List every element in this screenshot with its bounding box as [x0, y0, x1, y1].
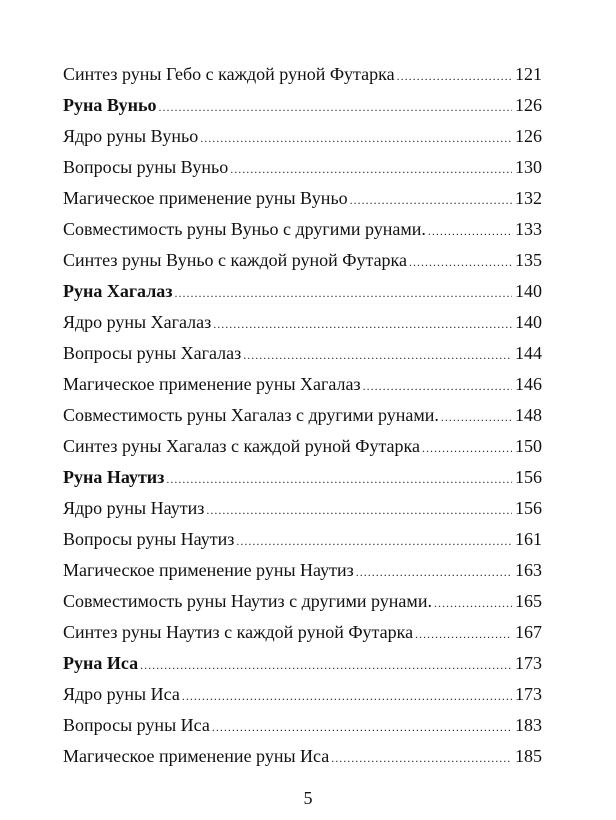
toc-entry-title: Синтез руны Вуньо с каждой руной Футарка	[63, 250, 408, 270]
toc-entry-page: 121	[515, 64, 542, 84]
toc-dot-leader	[434, 588, 512, 619]
toc-entry-title: Руна Вуньо	[63, 95, 157, 115]
toc-dot-leader	[236, 526, 512, 557]
toc-entry[interactable]	[63, 431, 542, 462]
toc-entry[interactable]	[63, 121, 542, 152]
toc-entry-page: 126	[515, 126, 542, 146]
toc-entry-page: 132	[515, 188, 542, 208]
toc-entry-page: 130	[515, 157, 542, 177]
toc-entry[interactable]	[63, 400, 542, 431]
toc-entry-page: 165	[515, 591, 542, 611]
toc-dot-leader	[213, 309, 512, 340]
toc-entry-page: 161	[515, 529, 542, 549]
toc-dot-leader	[175, 278, 512, 309]
toc-dot-leader	[415, 619, 512, 650]
toc-entry-title: Вопросы руны Вуньо	[63, 157, 229, 177]
toc-entry[interactable]	[63, 338, 542, 369]
toc-entry-title: Руна Наутиз	[63, 467, 165, 487]
toc-entry-title: Синтез руны Гебо с каждой руной Футарка	[63, 64, 395, 84]
toc-entry-page: 126	[515, 95, 542, 115]
toc-dot-leader	[243, 340, 512, 371]
toc-entry[interactable]	[63, 183, 542, 214]
toc-entry[interactable]	[63, 555, 542, 586]
toc-entry-title: Руна Хагалаз	[63, 281, 173, 301]
toc-chapter-entry[interactable]	[63, 462, 542, 493]
toc-entry-title: Совместимость руны Наутиз с другими рунами.	[63, 591, 432, 611]
toc-entry[interactable]	[63, 369, 542, 400]
toc-dot-leader	[212, 712, 512, 743]
toc-dot-leader	[356, 557, 512, 588]
toc-entry[interactable]	[63, 524, 542, 555]
toc-entry-page: 135	[515, 250, 542, 270]
toc-dot-leader	[206, 495, 512, 526]
toc-entry-page: 133	[515, 219, 542, 239]
toc-dot-leader	[159, 92, 512, 123]
toc-entry[interactable]	[63, 710, 542, 741]
toc-entry-title: Ядро руны Наутиз	[63, 498, 205, 518]
toc-entry[interactable]	[63, 679, 542, 710]
toc-entry[interactable]	[63, 307, 542, 338]
toc-chapter-entry[interactable]	[63, 648, 542, 679]
toc-entry[interactable]	[63, 493, 542, 524]
toc-chapter-entry[interactable]	[63, 90, 542, 121]
toc-entry-page: 150	[515, 436, 542, 456]
toc-dot-leader	[441, 402, 512, 433]
toc-entry-title: Совместимость руны Хагалаз с другими рунами.	[63, 405, 439, 425]
toc-dot-leader	[363, 371, 512, 402]
toc-entry-title: Вопросы руны Наутиз	[63, 529, 235, 549]
toc-entry-page: 156	[515, 467, 542, 487]
toc-entry-title: Совместимость руны Вуньо с другими рунами.	[63, 219, 426, 239]
toc-dot-leader	[182, 681, 512, 712]
toc-entry[interactable]	[63, 152, 542, 183]
toc-dot-leader	[140, 650, 512, 681]
toc-entry-page: 185	[515, 746, 542, 766]
toc-entry-page: 146	[515, 374, 542, 394]
toc-entry[interactable]	[63, 586, 542, 617]
toc-dot-leader	[230, 154, 512, 185]
toc-entry-title: Ядро руны Хагалаз	[63, 312, 212, 332]
toc-entry-title: Руна Иса	[63, 653, 139, 673]
toc-entry-page: 140	[515, 281, 542, 301]
toc-entry[interactable]	[63, 59, 542, 90]
toc-entry-page: 148	[515, 405, 542, 425]
page-number: 5	[303, 788, 313, 808]
toc-entry-title: Магическое применение руны Вуньо	[63, 188, 348, 208]
toc-entry-title: Синтез руны Хагалаз с каждой руной Футарка	[63, 436, 421, 456]
toc-entry[interactable]	[63, 245, 542, 276]
toc-dot-leader	[350, 185, 512, 216]
table-of-contents	[63, 59, 542, 772]
toc-dot-leader	[166, 464, 512, 495]
toc-dot-leader	[200, 123, 512, 154]
toc-entry-page: 163	[515, 560, 542, 580]
toc-entry-page: 173	[515, 653, 542, 673]
toc-entry-page: 156	[515, 498, 542, 518]
toc-entry-title: Ядро руны Вуньо	[63, 126, 199, 146]
toc-dot-leader	[422, 433, 512, 464]
toc-dot-leader	[409, 247, 512, 278]
toc-entry-page: 167	[515, 622, 542, 642]
toc-entry-title: Магическое применение руны Хагалаз	[63, 374, 361, 394]
toc-entry[interactable]	[63, 741, 542, 772]
toc-chapter-entry[interactable]	[63, 276, 542, 307]
toc-entry[interactable]	[63, 617, 542, 648]
toc-dot-leader	[428, 216, 512, 247]
toc-entry-page: 173	[515, 684, 542, 704]
toc-entry-title: Ядро руны Иса	[63, 684, 180, 704]
toc-entry-title: Магическое применение руны Иса	[63, 746, 330, 766]
toc-entry[interactable]	[63, 214, 542, 245]
toc-entry-title: Магическое применение руны Наутиз	[63, 560, 354, 580]
toc-entry-page: 140	[515, 312, 542, 332]
toc-entry-title: Вопросы руны Хагалаз	[63, 343, 242, 363]
toc-entry-title: Вопросы руны Иса	[63, 715, 210, 735]
toc-entry-page: 183	[515, 715, 542, 735]
toc-dot-leader	[397, 61, 512, 92]
toc-dot-leader	[331, 743, 512, 774]
toc-entry-title: Синтез руны Наутиз с каждой руной Футарка	[63, 622, 414, 642]
toc-entry-page: 144	[515, 343, 542, 363]
